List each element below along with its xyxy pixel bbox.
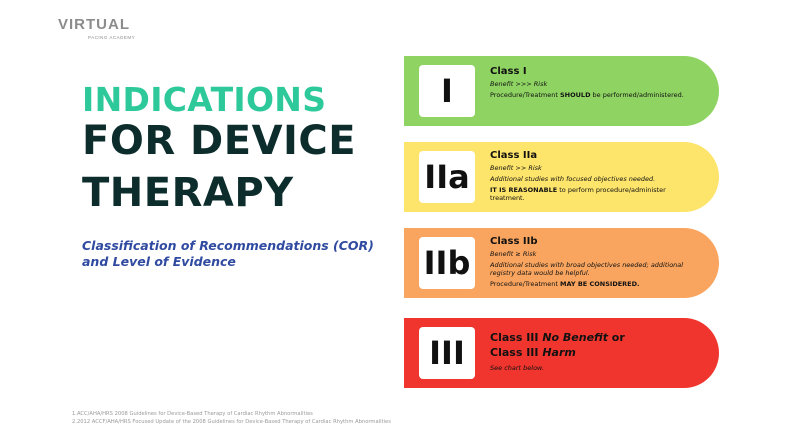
logo-wordmark: VIRTUAL	[58, 16, 130, 33]
class-2b-card	[404, 228, 719, 298]
rec-text: to perform procedure/administer treatment.	[490, 186, 666, 202]
class-2a-recommendation	[490, 186, 700, 202]
class-2a-benefit: Benefit >> Risk	[490, 164, 542, 172]
class-2b-text	[490, 236, 700, 291]
class-2b-title: Class IIb	[490, 236, 538, 247]
class-3-card	[404, 318, 719, 388]
class-1-text	[490, 66, 700, 102]
class-2a-badge: IIa	[419, 151, 475, 203]
class-1-benefit: Benefit >>> Risk	[490, 80, 548, 88]
rec-text: Procedure/Treatment	[490, 280, 560, 288]
title-line-1: INDICATIONS	[82, 80, 327, 119]
class-2b-studies: Additional studies with broad objectives needed; additional registry data would be helpful.	[490, 261, 684, 277]
class-2a-card	[404, 142, 719, 212]
class-3-harm: Harm	[542, 346, 576, 359]
class-3-note: See chart below.	[490, 364, 545, 372]
reference-1: 1.ACC/AHA/HRS 2008 Guidelines for Device-Based Therapy of Cardiac Rhythm Abnormalities	[72, 411, 313, 417]
class-3-text	[490, 330, 700, 375]
class-1-card	[404, 56, 719, 126]
virtual-pacing-academy-logo	[58, 16, 138, 46]
class-1-recommendation	[490, 91, 700, 99]
rec-emphasis: SHOULD	[560, 91, 591, 99]
class-1-title: Class I	[490, 66, 527, 77]
class-3-line-1	[490, 330, 700, 345]
class-2a-title: Class IIa	[490, 150, 538, 161]
class-2a-text	[490, 150, 700, 205]
title-line-3: THERAPY	[82, 170, 294, 216]
class-3-badge: III	[419, 327, 475, 379]
class-3-no-benefit: No Benefit	[542, 331, 608, 344]
class-2b-badge: IIb	[419, 237, 475, 289]
rec-emphasis: IT IS REASONABLE	[490, 186, 558, 194]
subtitle: Classification of Recommendations (COR) and Level of Evidence	[82, 238, 374, 269]
rec-text: be performed/administered.	[590, 91, 684, 99]
class-3-or: or	[607, 331, 625, 344]
class-2b-benefit: Benefit ≥ Risk	[490, 250, 537, 258]
class-3-label: Class III	[490, 346, 543, 359]
rec-text: Procedure/Treatment	[490, 91, 560, 99]
logo-tagline: PACING ACADEMY	[88, 35, 136, 40]
reference-2: 2.2012 ACCF/AHA/HRS Focused Update of the 2008 Guidelines for Device-Based Therapy of Cardiac Rhythm Abnormalities	[72, 419, 391, 425]
class-1-badge: I	[419, 65, 475, 117]
class-2a-studies: Additional studies with focused objectives needed.	[490, 175, 656, 183]
class-2b-recommendation	[490, 280, 700, 288]
title-line-2: FOR DEVICE	[82, 118, 357, 164]
rec-emphasis: MAY BE CONSIDERED.	[560, 280, 640, 288]
class-3-label: Class III	[490, 331, 543, 344]
class-3-line-2	[490, 345, 700, 360]
references	[72, 410, 391, 426]
